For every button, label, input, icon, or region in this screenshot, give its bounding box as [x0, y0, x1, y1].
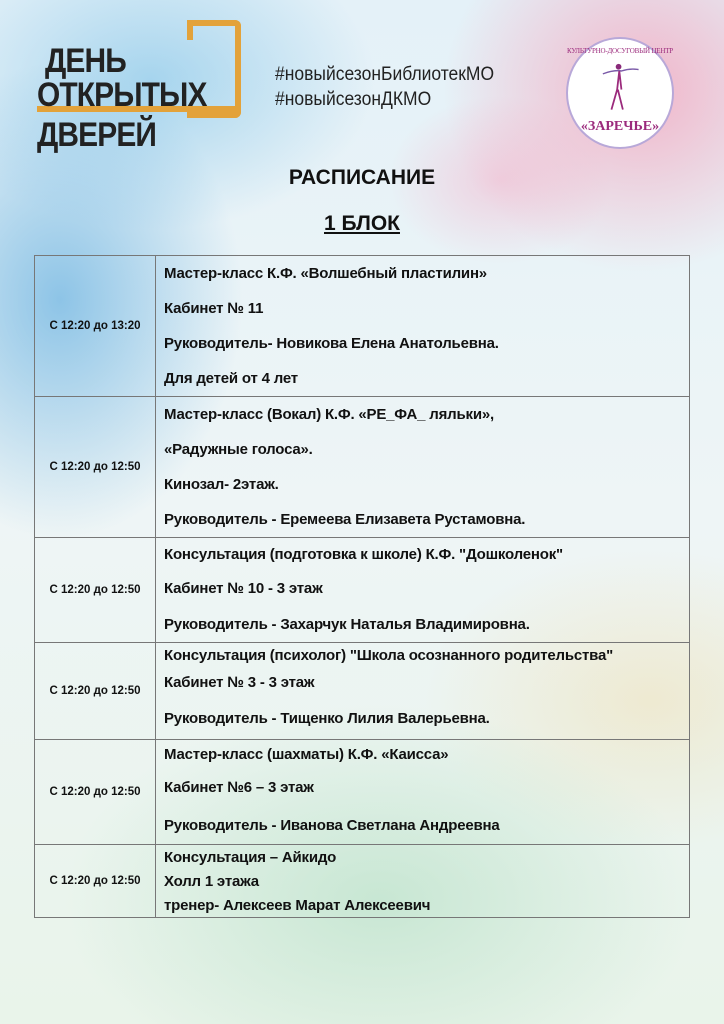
event-leader: Руководитель - Тищенко Лилия Валерьевна.: [164, 709, 490, 727]
event-room: Кабинет № 10 - 3 этаж: [164, 579, 323, 597]
table-row: [35, 397, 690, 538]
event-room: Кабинет № 3 - 3 этаж: [164, 673, 315, 691]
logo-line: ДВЕРЕЙ: [37, 116, 157, 154]
open-day-logo: [37, 20, 247, 160]
event-subtitle: «Радужные голоса».: [164, 441, 313, 458]
table-row: [35, 643, 690, 740]
event-leader: Руководитель - Иванова Светлана Андреевна: [164, 816, 500, 834]
hashtag: #новыйсезонДКМО: [275, 89, 432, 110]
event-cell: [156, 845, 690, 918]
event-leader: Руководитель - Еремеева Елизавета Рустамовна.: [164, 511, 526, 528]
zarechye-emblem: [566, 37, 674, 149]
page-title: РАСПИСАНИЕ: [288, 166, 436, 189]
block-heading: 1 БЛОК: [324, 212, 400, 235]
event-title: Консультация – Айкидо: [164, 848, 337, 866]
event-cell: [156, 397, 690, 538]
logo-line: ДЕНЬ: [45, 42, 126, 80]
hashtags: [275, 62, 494, 112]
logo-line: ОТКРЫТЫХ: [37, 76, 207, 114]
event-note: Для детей от 4 лет: [164, 370, 298, 387]
table-row: [35, 845, 690, 918]
event-title: Консультация (психолог) "Школа осознанного родительства": [164, 646, 614, 664]
event-title: Консультация (подготовка к школе) К.Ф. "Дошколенок": [164, 545, 563, 563]
event-title: Мастер-класс К.Ф. «Волшебный пластилин»: [164, 265, 487, 282]
emblem-arc-text: КУЛЬТУРНО-ДОСУГОВЫЙ ЦЕНТР: [566, 47, 673, 55]
event-room: Кабинет №6 – 3 этаж: [164, 778, 314, 796]
time-cell: С 12:20 до 12:50: [35, 845, 156, 918]
table-row: [35, 256, 690, 397]
time-cell: С 12:20 до 12:50: [35, 643, 156, 740]
event-leader: Руководитель - Захарчук Наталья Владимировна.: [164, 615, 530, 633]
event-title: Мастер-класс (шахматы) К.Ф. «Каисса»: [164, 745, 449, 763]
table-row: [35, 740, 690, 845]
event-title: Мастер-класс (Вокал) К.Ф. «РЕ_ФА_ ляльки»,: [164, 406, 494, 423]
logo-frame-left: [187, 20, 193, 40]
event-room: Кинозал- 2этаж.: [164, 476, 279, 493]
event-cell: [156, 538, 690, 643]
emblem-name: «ЗАРЕЧЬЕ»: [580, 119, 660, 134]
time-cell: С 12:20 до 12:50: [35, 740, 156, 845]
time-cell: С 12:20 до 12:50: [35, 397, 156, 538]
event-leader: тренер- Алексеев Марат Алексеевич: [164, 896, 431, 914]
event-cell: [156, 740, 690, 845]
dancer-icon: [592, 61, 648, 111]
event-room: Кабинет № 11: [164, 300, 264, 317]
event-room: Холл 1 этажа: [164, 872, 259, 890]
table-row: [35, 538, 690, 643]
event-cell: [156, 256, 690, 397]
event-cell: [156, 643, 690, 740]
event-leader: Руководитель- Новикова Елена Анатольевна.: [164, 335, 499, 352]
hashtag: #новыйсезонБиблиотекМО: [275, 64, 495, 85]
time-cell: С 12:20 до 13:20: [35, 256, 156, 397]
time-cell: С 12:20 до 12:50: [35, 538, 156, 643]
schedule-table: [34, 255, 690, 918]
